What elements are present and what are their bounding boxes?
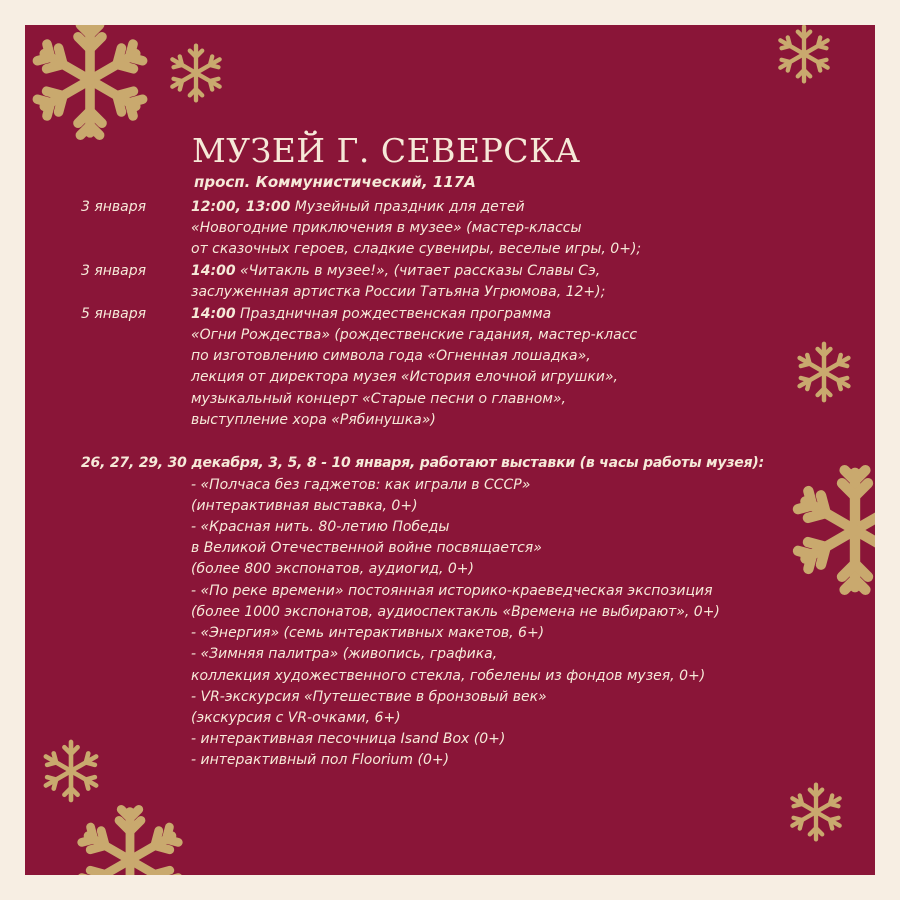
event-line (191, 197, 525, 218)
event-date: 3 января (81, 199, 147, 215)
snowflake-icon (75, 805, 185, 875)
exhibition-line: коллекция художественного стекла, гобелены из фондов музея, 0+) (191, 668, 706, 684)
snowflake-icon-graphic (165, 42, 227, 104)
exhibition-line: - интерактивный пол Floorium (0+) (191, 752, 450, 768)
exhibition-line: - «По реке времени» постоянная историко-краеведческая экспозиция (191, 583, 713, 599)
event-time: 14:00 (191, 263, 236, 279)
snowflake-icon (773, 25, 835, 85)
snowflake-icon-graphic (30, 25, 150, 140)
event-line: «Новогодние приключения в музее» (мастер-классы (191, 220, 582, 236)
museum-address: просп. Коммунистический, 117А (194, 173, 476, 191)
snowflake-icon-graphic (792, 340, 856, 404)
event-line: музыкальный концерт «Старые песни о главном», (191, 391, 566, 407)
snowflake-icon-graphic (75, 805, 185, 875)
event-line: заслуженная артистка России Татьяна Угрюмова, 12+); (191, 284, 606, 300)
event-line: выступление хора «Рябинушка») (191, 412, 436, 428)
exhibition-line: - «Полчаса без гаджетов: как играли в СССР» (191, 477, 531, 493)
exhibition-line: (более 800 экспонатов, аудиогид, 0+) (191, 561, 474, 577)
poster-card (25, 25, 875, 875)
event-text: Музейный праздник для детей (290, 199, 525, 215)
exhibition-line: - «Красная нить. 80-летию Победы (191, 519, 450, 535)
exhibition-line: в Великой Отечественной войне посвящается» (191, 540, 542, 556)
event-line: лекция от директора музея «История елочной игрушки», (191, 369, 618, 385)
snowflake-icon (38, 738, 104, 804)
snowflake-icon (30, 25, 150, 140)
exhibition-line: - «Зимняя палитра» (живопись, графика, (191, 646, 498, 662)
snowflake-icon (792, 340, 856, 404)
event-text: «Читакль в музее!», (читает рассказы Славы Сэ, (235, 263, 601, 279)
snowflake-icon (785, 781, 847, 843)
event-line (191, 304, 551, 325)
museum-title: МУЗЕЙ Г. СЕВЕРСКА (192, 131, 581, 170)
event-line: от сказочных героев, сладкие сувениры, веселые игры, 0+); (191, 241, 642, 257)
event-date: 3 января (81, 263, 147, 279)
event-text: Праздничная рождественская программа (235, 306, 552, 322)
exhibition-line: (более 1000 экспонатов, аудиоспектакль «Времена не выбирают», 0+) (191, 604, 720, 620)
event-line: по изготовлению символа года «Огненная лошадка», (191, 348, 591, 364)
event-time: 12:00, 13:00 (191, 199, 291, 215)
snowflake-icon-graphic (38, 738, 104, 804)
event-line (191, 261, 600, 282)
exhibition-line: (интерактивная выставка, 0+) (191, 498, 418, 514)
snowflake-icon (790, 465, 875, 595)
snowflake-icon-graphic (785, 781, 847, 843)
exhibition-line: - «Энергия» (семь интерактивных макетов, 6+) (191, 625, 545, 641)
exhibitions-heading: 26, 27, 29, 30 декабря, 3, 5, 8 - 10 января, работают выставки (в часы работы музея): (81, 455, 764, 471)
event-line: «Огни Рождества» (рождественские гадания, мастер-класс (191, 327, 638, 343)
exhibition-line: - интерактивная песочница Isand Box (0+) (191, 731, 506, 747)
snowflake-icon (165, 42, 227, 104)
snowflake-icon-graphic (773, 25, 835, 85)
snowflake-icon-graphic (790, 465, 875, 595)
event-time: 14:00 (191, 306, 236, 322)
exhibition-line: - VR-экскурсия «Путешествие в бронзовый век» (191, 689, 547, 705)
event-date: 5 января (81, 306, 147, 322)
exhibition-line: (экскурсия с VR-очками, 6+) (191, 710, 401, 726)
